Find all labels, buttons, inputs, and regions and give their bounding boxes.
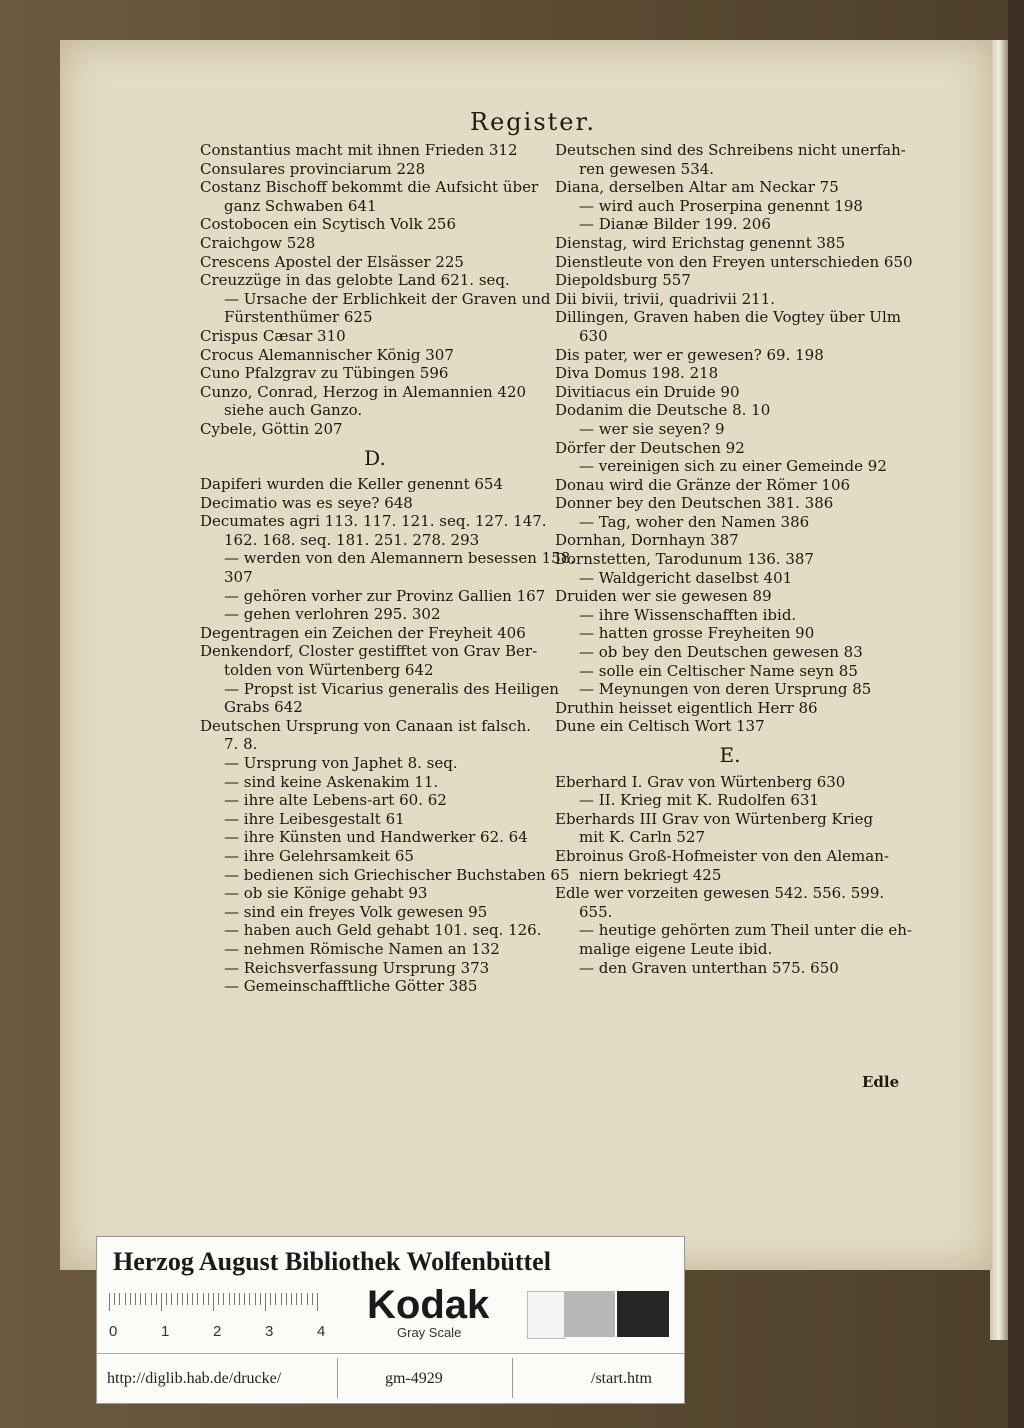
ruler-tick: [208, 1293, 209, 1305]
index-entry: siehe auch Ganzo.: [224, 401, 363, 420]
index-entry: — ihre alte Lebens-art 60. 62: [224, 791, 447, 810]
index-entry: Dornstetten, Tarodunum 136. 387: [555, 550, 814, 569]
index-entry: Costobocen ein Scytisch Volk 256: [200, 215, 456, 234]
index-entry: Eberhard I. Grav von Würtenberg 630: [555, 772, 846, 791]
index-entry: — den Graven unterthan 575. 650: [579, 958, 839, 977]
ruler-tick: [281, 1293, 282, 1305]
ruler-tick: [187, 1293, 188, 1305]
index-entry: — II. Krieg mit K. Rudolfen 631: [579, 791, 820, 810]
ruler-tick: [213, 1293, 214, 1311]
ruler-tick: [192, 1293, 193, 1305]
index-entry: 7. 8.: [224, 735, 258, 754]
index-entry: Constantius macht mit ihnen Frieden 312: [200, 141, 518, 159]
ruler-tick: [234, 1293, 235, 1305]
catchword: Edle: [862, 1073, 900, 1091]
ruler-tick: [218, 1293, 219, 1305]
index-entry: Crocus Alemannischer König 307: [200, 345, 454, 364]
ruler-tick: [119, 1293, 120, 1305]
index-entry: ren gewesen 534.: [579, 159, 715, 178]
index-entry: — werden von den Alemannern besessen 158.: [224, 549, 576, 568]
index-entry: malige eigene Leute ibid.: [579, 939, 773, 958]
ruler-tick: [125, 1293, 126, 1305]
index-entry: Edle wer vorzeiten gewesen 542. 556. 599.: [555, 884, 885, 903]
index-entry: — ihre Leibesgestalt 61: [224, 809, 405, 828]
index-entry: Druiden wer sie gewesen 89: [555, 587, 772, 606]
index-entry: Deutschen sind des Schreibens nicht unerfah-: [555, 141, 906, 159]
index-entry: — bedienen sich Griechischer Buchstaben 65: [224, 865, 570, 884]
index-entry: — Dianæ Bilder 199. 206: [579, 215, 771, 234]
url-right: /start.htm: [591, 1370, 652, 1387]
ruler-tick: [166, 1293, 167, 1305]
gray-swatch-dark: [617, 1291, 669, 1337]
index-entry: — ob bey den Deutschen gewesen 83: [579, 643, 863, 662]
index-entry: 162. 168. seq. 181. 251. 278. 293: [224, 530, 480, 549]
ruler-tick: [156, 1293, 157, 1305]
url-divider: [512, 1358, 513, 1398]
ruler-tick: [114, 1293, 115, 1305]
ruler-tick: [301, 1293, 302, 1305]
index-entry: Denkendorf, Closter gestifftet von Grav Ber-: [200, 642, 538, 661]
index-entry: Costanz Bischoff bekommt die Aufsicht über: [200, 178, 539, 197]
index-entry: Ebroinus Groß-Hofmeister von den Aleman-: [555, 846, 889, 865]
ruler-tick: [255, 1293, 256, 1305]
url-bar: [97, 1353, 684, 1404]
ruler-tick: [286, 1293, 287, 1305]
index-entry: — Gemeinschafftliche Götter 385: [224, 977, 478, 996]
index-entry: Divitiacus ein Druide 90: [555, 382, 740, 401]
ruler-tick: [130, 1293, 131, 1305]
index-entry: — Ursache der Erblichkeit der Graven und: [224, 289, 551, 308]
index-entry: — haben auch Geld gehabt 101. seq. 126.: [224, 921, 542, 940]
index-entry: — gehen verlohren 295. 302: [224, 605, 441, 624]
left-column: [200, 141, 576, 996]
ruler-tick: [291, 1293, 292, 1305]
index-entry: Druthin heisset eigentlich Herr 86: [555, 698, 818, 717]
index-entry: Dodanim die Deutsche 8. 10: [555, 401, 771, 420]
kodak-logo: Kodak: [367, 1283, 490, 1327]
index-entry: niern bekriegt 425: [579, 865, 722, 884]
index-entry: — gehören vorher zur Provinz Gallien 167: [224, 586, 546, 605]
index-entry: — Reichsverfassung Ursprung 373: [224, 958, 490, 977]
index-entry: — Ursprung von Japhet 8. seq.: [224, 754, 458, 772]
ruler-number: 4: [317, 1323, 326, 1340]
url-divider: [337, 1358, 338, 1398]
index-entry: Cybele, Göttin 207: [200, 419, 343, 438]
ruler-tick: [182, 1293, 183, 1305]
index-entry: Diva Domus 198. 218: [555, 364, 719, 383]
url-id: gm-4929: [385, 1370, 443, 1387]
gray-swatch-light: [565, 1291, 615, 1337]
ruler-tick: [249, 1293, 250, 1305]
section-heading: E.: [719, 743, 741, 767]
index-entry: 307: [224, 568, 253, 587]
gray-swatch-white: [527, 1291, 565, 1339]
ruler-tick: [109, 1293, 110, 1311]
index-entry: Degentragen ein Zeichen der Freyheit 406: [200, 623, 526, 642]
index-entry: — Tag, woher den Namen 386: [579, 512, 810, 531]
ruler-tick: [244, 1293, 245, 1305]
index-entry: — vereinigen sich zu einer Gemeinde 92: [579, 457, 887, 476]
ruler-tick: [177, 1293, 178, 1305]
index-entry: — solle ein Celtischer Name seyn 85: [579, 661, 858, 680]
page-edge: [990, 40, 1008, 1340]
ruler: [109, 1293, 365, 1313]
ruler-tick: [307, 1293, 308, 1305]
index-entry: Dienstleute von den Freyen unterschieden 650: [555, 252, 913, 271]
index-entry: — hatten grosse Freyheiten 90: [579, 624, 815, 643]
ruler-tick: [265, 1293, 266, 1311]
ruler-tick: [135, 1293, 136, 1305]
index-entry: Dune ein Celtisch Wort 137: [555, 717, 765, 736]
ruler-number: 0: [109, 1323, 118, 1340]
index-entry: — sind ein freyes Volk gewesen 95: [224, 902, 488, 921]
index-entry: Crescens Apostel der Elsässer 225: [200, 252, 464, 271]
index-entry: Dis pater, wer er gewesen? 69. 198: [555, 345, 824, 364]
index-entry: Deutschen Ursprung von Canaan ist falsch.: [200, 716, 532, 735]
index-entry: 630: [579, 326, 608, 345]
index-entry: — Propst ist Vicarius generalis des Heiligen: [224, 679, 559, 698]
index-entry: mit K. Carln 527: [579, 828, 706, 847]
index-entry: Cunzo, Conrad, Herzog in Alemannien 420: [200, 382, 527, 401]
index-entry: — Waldgericht daselbst 401: [579, 568, 793, 587]
index-entry: Creuzzüge in das gelobte Land 621. seq.: [200, 271, 510, 290]
index-entry: — wird auch Proserpina genennt 198: [579, 196, 863, 215]
ruler-tick: [270, 1293, 271, 1305]
ruler-tick: [317, 1293, 318, 1311]
ruler-tick: [203, 1293, 204, 1305]
index-entry: — ihre Wissenschafften ibid.: [579, 605, 797, 624]
index-entry: Eberhards III Grav von Würtenberg Krieg: [555, 809, 874, 828]
index-entry: Dienstag, wird Erichstag genennt 385: [555, 233, 846, 252]
index-entry: — wer sie seyen? 9: [579, 419, 725, 438]
page-header: Register.: [470, 108, 596, 136]
index-entry: Decumates agri 113. 117. 121. seq. 127. 147.: [200, 512, 547, 531]
ruler-tick: [161, 1293, 162, 1311]
index-entry: tolden von Würtenberg 642: [224, 661, 434, 680]
index-entry: — sind keine Askenakim 11.: [224, 772, 439, 791]
ruler-tick: [275, 1293, 276, 1305]
index-entry: Craichgow 528: [200, 233, 316, 252]
index-entry: Grabs 642: [224, 698, 303, 717]
ruler-tick: [151, 1293, 152, 1305]
ruler-number: 3: [265, 1323, 274, 1340]
index-entry: Donner bey den Deutschen 381. 386: [555, 494, 834, 513]
index-entry: Fürstenthümer 625: [224, 308, 373, 327]
ruler-tick: [229, 1293, 230, 1305]
index-entry: Consulares provinciarum 228: [200, 159, 426, 178]
index-entry: Dörfer der Deutschen 92: [555, 438, 745, 457]
book-spine: [1008, 0, 1024, 1428]
index-entry: — nehmen Römische Namen an 132: [224, 939, 500, 958]
ruler-tick: [171, 1293, 172, 1305]
ruler-tick: [312, 1293, 313, 1305]
index-entry: Decimatio was es seye? 648: [200, 493, 413, 512]
index-entry: Donau wird die Gränze der Römer 106: [555, 475, 851, 494]
index-entry: Dornhan, Dornhayn 387: [555, 531, 739, 550]
index-entry: Dii bivii, trivii, quadrivii 211.: [555, 289, 776, 308]
ruler-tick: [260, 1293, 261, 1305]
ruler-tick: [145, 1293, 146, 1305]
ruler-tick: [296, 1293, 297, 1305]
index-entry: — ihre Gelehrsamkeit 65: [224, 846, 414, 865]
ruler-number: 2: [213, 1323, 222, 1340]
index-entry: Crispus Cæsar 310: [200, 326, 346, 345]
right-column: [555, 141, 913, 977]
index-entry: Diana, derselben Altar am Neckar 75: [555, 178, 839, 197]
url-left: http://diglib.hab.de/drucke/: [107, 1370, 282, 1387]
section-heading: D.: [364, 445, 386, 470]
gray-scale-label: Gray Scale: [397, 1325, 462, 1340]
index-entry: Dillingen, Graven haben die Vogtey über Ulm: [555, 308, 901, 327]
index-entry: Diepoldsburg 557: [555, 271, 691, 290]
ruler-tick: [223, 1293, 224, 1305]
index-entry: Dapiferi wurden die Keller genennt 654: [200, 475, 504, 494]
index-entry: — ihre Künsten und Handwerker 62. 64: [224, 828, 528, 847]
index-entry: ganz Schwaben 641: [224, 196, 377, 215]
index-entry: Cuno Pfalzgrav zu Tübingen 596: [200, 364, 449, 383]
index-entry: — heutige gehörten zum Theil unter die eh-: [579, 921, 912, 940]
ruler-tick: [140, 1293, 141, 1305]
ruler-tick: [239, 1293, 240, 1305]
index-entry: 655.: [579, 902, 613, 921]
ruler-number: 1: [161, 1323, 170, 1340]
index-entry: — Meynungen von deren Ursprung 85: [579, 680, 872, 699]
library-title: Herzog August Bibliothek Wolfenbüttel: [113, 1247, 551, 1276]
ruler-tick: [197, 1293, 198, 1305]
index-entry: — ob sie Könige gehabt 93: [224, 884, 428, 903]
color-target-card: [96, 1236, 685, 1404]
